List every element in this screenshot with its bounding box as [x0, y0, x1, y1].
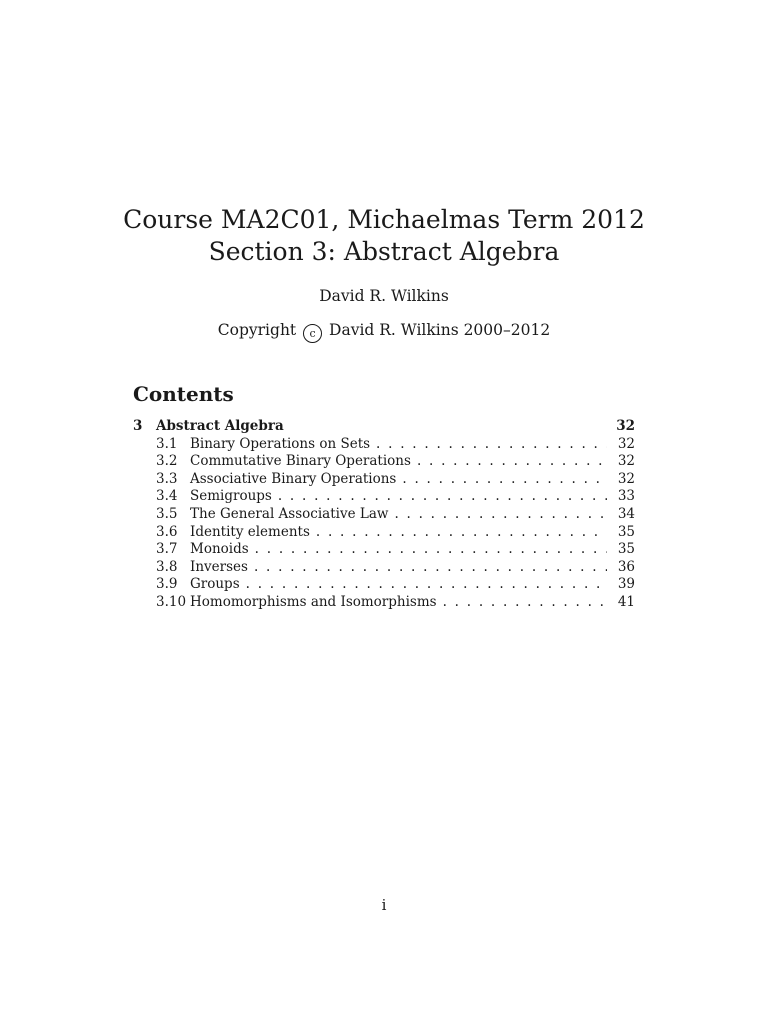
- toc-section-number: 3.5: [156, 505, 178, 522]
- toc-dot-leader: [278, 488, 607, 506]
- toc-chapter-row[interactable]: [133, 418, 635, 436]
- toc-dot-leader: [443, 594, 607, 612]
- toc-section-row[interactable]: [133, 524, 635, 542]
- toc-section-number: 3.9: [156, 576, 178, 593]
- contents-heading: Contents: [133, 382, 234, 406]
- toc-section-row[interactable]: [133, 453, 635, 471]
- toc-section-title: Homomorphisms and Isomorphisms: [190, 593, 437, 610]
- toc-section-page: 32: [617, 453, 635, 470]
- toc-section-title: Associative Binary Operations: [190, 470, 397, 487]
- toc-section-number: 3.6: [156, 523, 178, 540]
- copyright-line: [0, 321, 768, 343]
- toc-section-number: 3.3: [156, 470, 178, 487]
- toc-section-page: 39: [617, 576, 635, 593]
- toc-section-page: 33: [617, 488, 635, 505]
- toc-chapter-page: 32: [616, 418, 635, 434]
- toc-dot-leader: [417, 453, 607, 471]
- toc-section-page: 41: [617, 593, 635, 610]
- toc-section-row[interactable]: [133, 488, 635, 506]
- table-of-contents: [133, 418, 635, 612]
- toc-section-title: Monoids: [190, 541, 249, 558]
- copyright-suffix: David R. Wilkins 2000–2012: [329, 321, 551, 339]
- toc-dot-leader: [255, 541, 607, 559]
- toc-section-page: 36: [617, 558, 635, 575]
- toc-dot-leader: [316, 524, 607, 542]
- toc-section-title: Binary Operations on Sets: [190, 435, 371, 452]
- toc-dot-leader: [254, 559, 607, 577]
- toc-section-row[interactable]: [133, 506, 635, 524]
- toc-section-number: 3.7: [156, 541, 178, 558]
- toc-section-page: 35: [617, 523, 635, 540]
- toc-section-row[interactable]: [133, 559, 635, 577]
- toc-section-page: 35: [617, 541, 635, 558]
- toc-section-row[interactable]: [133, 436, 635, 454]
- page-number: i: [381, 896, 387, 914]
- toc-section-page: 34: [617, 505, 635, 522]
- toc-section-title: Groups: [190, 576, 240, 593]
- toc-section-title: Commutative Binary Operations: [190, 453, 411, 470]
- toc-section-row[interactable]: [133, 594, 635, 612]
- toc-dot-leader: [246, 576, 607, 594]
- toc-dot-leader: [376, 436, 607, 454]
- document-title-line-2: Section 3: Abstract Algebra: [208, 237, 560, 266]
- toc-section-title: The General Associative Law: [190, 505, 389, 522]
- toc-chapter-number: 3: [133, 418, 143, 434]
- toc-section-page: 32: [617, 435, 635, 452]
- toc-dot-leader: [402, 471, 607, 489]
- toc-chapter-title: Abstract Algebra: [156, 418, 284, 434]
- toc-section-number: 3.4: [156, 488, 178, 505]
- toc-section-number: 3.8: [156, 558, 178, 575]
- copyright-prefix: Copyright: [217, 321, 297, 339]
- toc-section-row[interactable]: [133, 471, 635, 489]
- toc-section-title: Inverses: [190, 558, 248, 575]
- toc-section-number: 3.2: [156, 453, 178, 470]
- copyright-icon: c: [303, 324, 322, 343]
- toc-section-row[interactable]: [133, 541, 635, 559]
- toc-dot-leader: [394, 506, 607, 524]
- toc-section-row[interactable]: [133, 576, 635, 594]
- document-title-line-1: Course MA2C01, Michaelmas Term 2012: [123, 205, 645, 234]
- author: David R. Wilkins: [319, 287, 449, 305]
- toc-section-page: 32: [617, 470, 635, 487]
- toc-section-number: 3.1: [156, 435, 178, 452]
- toc-section-number: 3.10: [156, 593, 187, 610]
- toc-section-title: Identity elements: [190, 523, 310, 540]
- toc-section-title: Semigroups: [190, 488, 272, 505]
